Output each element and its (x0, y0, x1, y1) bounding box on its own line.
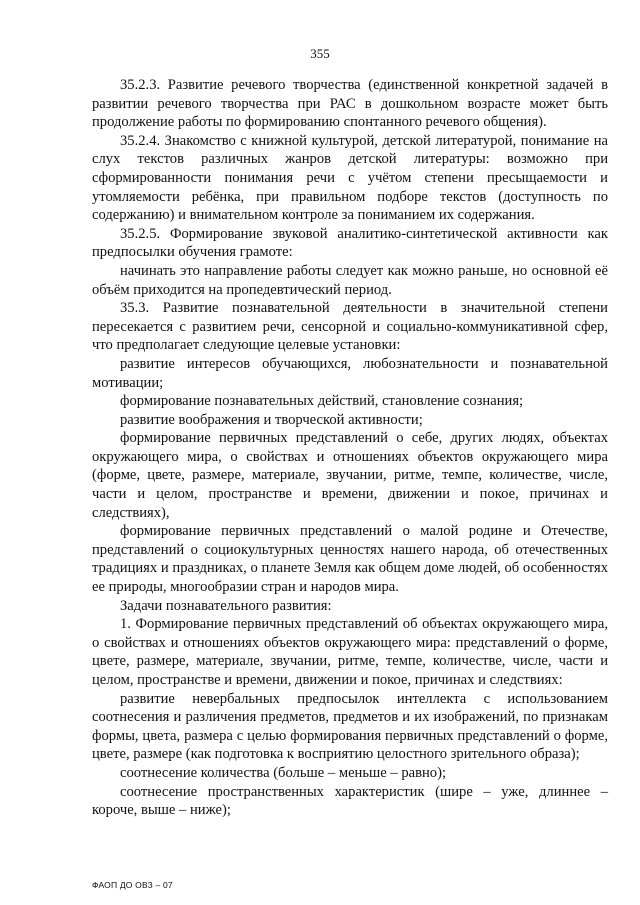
paragraph-35-2-5: 35.2.5. Формирование звуковой аналитико-синтетической активности как предпосылки обучения грамоте: (92, 225, 608, 261)
page-footer: ФАОП ДО ОВЗ – 07 (92, 880, 173, 890)
page-number: 355 (310, 46, 330, 61)
list-item-homeland: формирование первичных представлений о малой родине и Отечестве, представлений о социокультурных ценностях нашего народа, об отечественных традициях и праздниках, о планете Земля как общем доме людей, об особенностях ее природы, многообразии стран и народов мира. (92, 523, 608, 596)
list-item-primary-representations: формирование первичных представлений о себе, других людях, объектах окружающего мира, о свойствах и отношениях объектов окружающего мира (форме, цвете, размере, материале, звучании, ритме, темпе, количестве, числе, части и целом, пространстве и времени, движении и покое, причинах и следствиях), (92, 430, 608, 521)
list-item-quantity: соотнесение количества (больше – меньше – равно); (120, 764, 447, 781)
list-item-interests: развитие интересов обучающихся, любознательности и познавательной мотивации; (92, 355, 608, 391)
list-item-nonverbal: развитие невербальных предпосылок интеллекта с использованием соотнесения и различения предметов, предметов и их изображений, по признакам формы, цвета, размера с целью формирования первичных представлений о форме, цвете, размере (как подготовка к восприятию целостного зрительного образа); (92, 690, 608, 763)
paragraph-35-3: 35.3. Развитие познавательной деятельности в значительной степени пересекается с развитием речи, сенсорной и социально-коммуникативной сфер, что предполагает следующие целевые установки: (92, 300, 608, 354)
list-item-spatial: соотнесение пространственных характеристик (шире – уже, длиннее – короче, выше – ниже); (92, 783, 608, 819)
document-body (92, 76, 608, 820)
paragraph-propaedeutic: начинать это направление работы следует как можно раньше, но основной её объём приходится на пропедевтический период. (92, 262, 608, 298)
section-heading-tasks: Задачи познавательного развития: (120, 597, 332, 614)
paragraph-task-1: 1. Формирование первичных представлений об объектах окружающего мира, о свойствах и отношениях объектов окружающего мира: представлений о форме, цвете, размере, материале, звучании, ритме, темпе, количестве, числе, части и целом, пространстве и времени, движении и покое, причинах и следствиях: (92, 616, 608, 688)
list-item-imagination: развитие воображения и творческой активности; (120, 411, 423, 428)
paragraph-35-2-4: 35.2.4. Знакомство с книжной культурой, детской литературой, понимание на слух текстов различных жанров детской литературы: возможно при сформированности понимания речи с учётом степени пресыщаемости и утомляемости ребёнка, при правильном подборе текстов (доступность по содержанию) и внимательном контроле за пониманием их содержания. (92, 132, 608, 224)
paragraph-35-2-3: 35.2.3. Развитие речевого творчества (единственной конкретной задачей в развитии речевого творчества при РАС в дошкольном возрасте может быть продолжение работы по формированию спонтанного речевого общения). (92, 77, 608, 131)
list-item-cognitive-actions: формирование познавательных действий, становление сознания; (120, 393, 524, 410)
